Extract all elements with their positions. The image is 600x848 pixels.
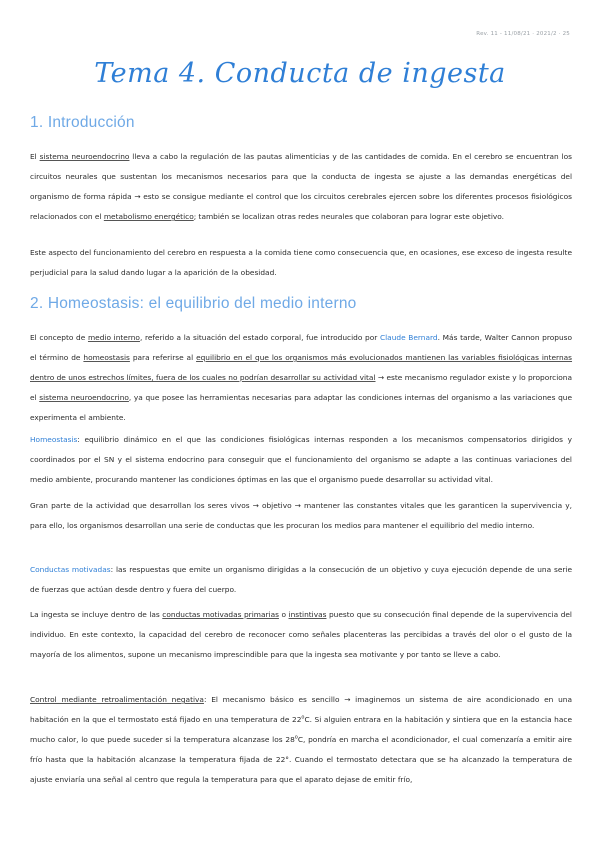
underlined-term: sistema neuroendocrino bbox=[39, 152, 130, 161]
text-run: : las respuestas que emite un organismo dirigidas a la consecución de un objetivo y cuya ejecución depende de una serie de fuerzas que actúan desde dentro y fuera del cuerpo. bbox=[30, 565, 573, 594]
text-run: , referido a la situación del estado corporal, fue introducido por bbox=[139, 333, 380, 342]
highlighted-term: Conductas motivadas bbox=[30, 565, 111, 574]
highlighted-name: Claude Bernard bbox=[379, 333, 438, 342]
text-run: C, pondría en marcha el acondicionador, el cual comenzaría a emitir aire frío hasta que la habitación alcanzase la temperatura fijada de 22°. Cuando el termostato detectara que se ha alcanzado la temperatura de ajuste enviaría una señal al centro que regula la temperatura para que el aparato dejase de emitir frío, bbox=[30, 735, 572, 784]
text-run: para referirse al bbox=[129, 353, 197, 362]
underlined-term: instintivas bbox=[288, 610, 327, 619]
paragraph-conductas-motivadas bbox=[30, 560, 572, 600]
text-run: o bbox=[278, 610, 289, 619]
superscript: o bbox=[294, 734, 298, 741]
highlighted-term: Homeostasis bbox=[30, 435, 78, 444]
underlined-term: conductas motivadas primarias bbox=[162, 610, 279, 619]
paragraph-medio-interno bbox=[30, 328, 572, 428]
text-run: C. Si alguien entrara en la habitación y sintiera que en la estancia hace mucho calor, lo que puede suceder si la temperatura alcanzase los 28 bbox=[30, 715, 573, 744]
header-note: Rev. 11 - 11/08/21 · 2021/2 · 25 bbox=[476, 31, 570, 37]
text-run: : El mecanismo básico es sencillo → imaginemos un sistema de aire acondicionado en una habitación en la que el termostato está fijado en una temperatura de 22 bbox=[30, 695, 572, 724]
section-heading-homeostasis: 2. Homeostasis: el equilibrio del medio interno bbox=[30, 295, 357, 312]
underlined-term: medio interno bbox=[87, 333, 140, 342]
text-run: . Más tarde, Walter Cannon propuso el término de bbox=[30, 333, 573, 362]
text-run: , ya que posee las herramientas necesarias para adaptar las condiciones internas del organismo a las variaciones que experimenta el ambiente. bbox=[30, 393, 572, 422]
paragraph-retroalimentacion bbox=[30, 690, 572, 790]
underlined-term: equilibrio en el que los organismos más evolucionados mantienen las variables fisiológicas internas dentro de unos estrechos límites, fuera de los cuales no podrían desarrollar su actividad vital bbox=[30, 353, 573, 382]
text-run: lleva a cabo la regulación de las pautas alimenticias y de las cantidades de comida. En el cerebro se encuentran los circuitos neurales que sustentan los mecanismos necesarios para que la conducta de ingesta se ajuste a las demandas energéticas del organismo de forma rápida → esto se consigue mediante el control que los circuitos cerebrales ejercen sobre los diferentes procesos fisiológicos relacionados con el bbox=[30, 152, 572, 221]
page-title: Tema 4. Conducta de ingesta bbox=[94, 58, 506, 89]
text-run: : equilibrio dinámico en el que las condiciones fisiológicas internas responden a los mecanismos compensatorios dirigidos y coordinados por el SN y el sistema endocrino para conseguir que el funcionamiento del organismo se adapte a las continuas variaciones del medio ambiente, procurando mantener las condiciones óptimas en las que el organismo puede desarrollar su actividad vital. bbox=[30, 435, 572, 484]
underlined-term: homeostasis bbox=[83, 353, 130, 362]
paragraph-intro-2: Este aspecto del funcionamiento del cerebro en respuesta a la comida tiene como consecuencia que, en ocasiones, ese exceso de ingesta resulte perjudicial para la salud dando lugar a la aparición de la obesidad. bbox=[30, 248, 572, 277]
text-run: → este mecanismo regulador existe y lo proporciona el bbox=[30, 373, 572, 402]
paragraph-intro-1 bbox=[30, 147, 572, 227]
underlined-term: sistema neuroendocrino bbox=[39, 393, 129, 402]
paragraph-ingesta bbox=[30, 605, 572, 665]
text-run: ; también se localizan otras redes neurales que colaboran para lograr este objetivo. bbox=[193, 212, 504, 221]
superscript: o bbox=[301, 714, 305, 721]
section-heading-introduccion: 1. Introducción bbox=[30, 114, 135, 131]
text-run: puesto que su consecución final depende de la supervivencia del individuo. En este contexto, la capacidad del cerebro de reconocer como señales placenteras las percibidas a través del olor o el gusto de la mayoría de los alimentos, supone un mecanismo imprescindible para que la ingesta sea motivante y por tanto se lleve a cabo. bbox=[30, 610, 572, 659]
paragraph-homeostasis-definition bbox=[30, 430, 572, 490]
underlined-term: Control mediante retroalimentación negativa bbox=[30, 695, 204, 704]
underlined-term: metabolismo energético bbox=[103, 212, 194, 221]
paragraph-actividad: Gran parte de la actividad que desarrollan los seres vivos → objetivo → mantener las constantes vitales que les garanticen la supervivencia y, para ello, los organismos desarrollan una serie de conductas que les procuran los medios para mantener el equilibrio del medio interno. bbox=[30, 501, 572, 530]
text-run: El concepto de bbox=[30, 333, 88, 342]
text-run: La ingesta se incluye dentro de las bbox=[30, 610, 163, 619]
text-run: El bbox=[30, 152, 40, 161]
